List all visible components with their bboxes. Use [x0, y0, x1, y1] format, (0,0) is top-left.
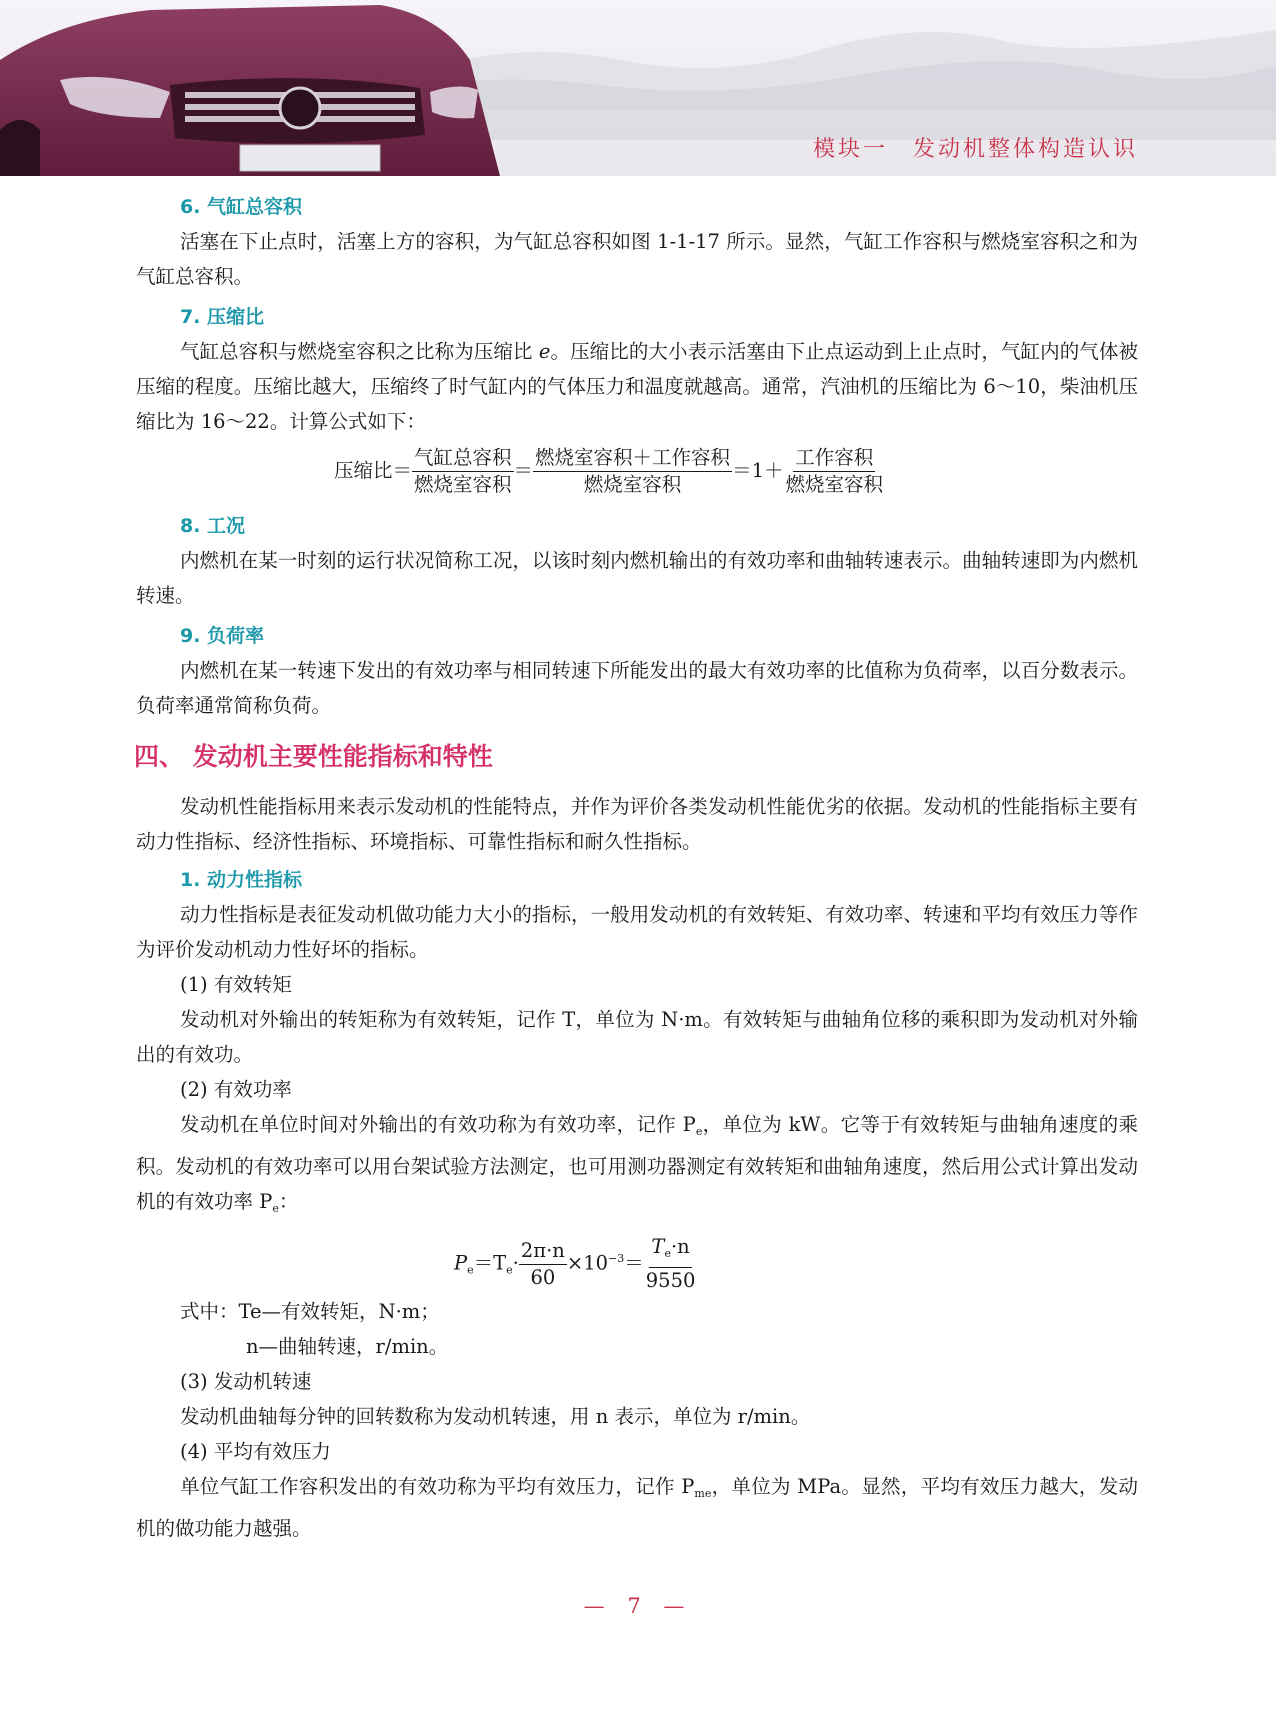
label-mean-effective-pressure: (4) 平均有效压力	[180, 1440, 331, 1463]
fraction-power-2: $\frac{T_e\cdot n}{9550}$	[645, 1235, 696, 1292]
heading-operating-condition: 8. 工况	[180, 515, 246, 537]
paragraph-engine-speed: 发动机曲轴每分钟的回转数称为发动机转速，用 n 表示，单位为 r/min。	[180, 1405, 811, 1428]
heading-cylinder-total-volume: 6. 气缸总容积	[180, 196, 303, 218]
heading-power-indicators: 1. 动力性指标	[180, 869, 303, 891]
fraction-1: $\frac{\text{气缸总容积}}{\text{燃烧室容积}}$	[414, 446, 512, 496]
paragraph-mean-effective-pressure: 单位气缸工作容积发出的有效功称为平均有效压力，记作 $P_{me}$，单位为 MPa。显然，平均有效压力越大，发动机的做功能力越强。	[136, 1475, 1138, 1540]
label-effective-torque: (1) 有效转矩	[180, 973, 292, 996]
label-effective-power: (2) 有效功率	[180, 1078, 292, 1101]
effective-power-formula: $P_e=T_e\cdot$ $\frac{2\pi\cdot n}{60}$ $\times 10^{-3}=$ $\frac{T_e\cdot n}{9550}$	[454, 1235, 696, 1292]
compression-ratio-formula: 压缩比＝ $\frac{\text{气缸总容积}}{\text{燃烧室容积}}$ ＝ $\frac{\text{燃烧室容积＋工作容积}}{\text{燃烧室容积}}$ ＝1＋ $\frac{\text{工作容积}}{\text{燃烧室容积}}$	[334, 446, 883, 496]
paragraph-compression-ratio: 气缸总容积与燃烧室容积之比称为压缩比 e。压缩比的大小表示活塞由下止点运动到上止点时，气缸内的气体被压缩的程度。压缩比越大，压缩终了时气缸内的气体压力和温度就越高。通常，汽油机的压缩比为 6～10，柴油机压缩比为 16～22。计算公式如下：	[136, 340, 1138, 433]
paragraph-operating-condition: 内燃机在某一时刻的运行状况简称工况，以该时刻内燃机输出的有效功率和曲轴转速表示。曲轴转速即为内燃机转速。	[136, 549, 1138, 607]
fraction-power-1: $\frac{2\pi\cdot n}{60}$	[520, 1238, 565, 1289]
module-title: 模块一 发动机整体构造认识	[812, 137, 1138, 162]
formula-legend-torque: 式中：Te—有效转矩，N·m；	[180, 1300, 440, 1323]
paragraph-effective-torque: 发动机对外输出的转矩称为有效转矩，记作 T，单位为 N·m。有效转矩与曲轴角位移的乘积即为发动机对外输出的有效功。	[136, 1008, 1138, 1066]
label-engine-speed: (3) 发动机转速	[180, 1370, 312, 1393]
formula-lhs: 压缩比＝	[334, 459, 413, 482]
formula-legend-speed: n—曲轴转速，r/min。	[246, 1335, 449, 1358]
section-heading-performance: 四、 发动机主要性能指标和特性	[134, 742, 493, 771]
paragraph-effective-power: 发动机在单位时间对外输出的有效功称为有效功率，记作 $P_e$，单位为 kW。它等于有效转矩与曲轴角速度的乘积。发动机的有效功率可以用台架试验方法测定，也可用测功器测定有效转矩和曲轴角速度，然后用公式计算出发动机的有效功率 $P_e$：	[136, 1113, 1138, 1215]
paragraph-power-indicators: 动力性指标是表征发动机做功能力大小的指标，一般用发动机的有效转矩、有效功率、转速和平均有效压力等作为评价发动机动力性好坏的指标。	[136, 903, 1138, 961]
paragraph-load-rate: 内燃机在某一转速下发出的有效功率与相同转速下所能发出的最大有效功率的比值称为负荷率，以百分数表示。负荷率通常简称负荷。	[136, 659, 1138, 717]
paragraph-cylinder-total-volume: 活塞在下止点时，活塞上方的容积，为气缸总容积如图 1-1-17 所示。显然，气缸工作容积与燃烧室容积之和为气缸总容积。	[136, 230, 1138, 288]
heading-load-rate: 9. 负荷率	[180, 625, 265, 647]
paragraph-performance-intro: 发动机性能指标用来表示发动机的性能特点，并作为评价各类发动机性能优劣的依据。发动机的性能指标主要有动力性指标、经济性指标、环境指标、可靠性指标和耐久性指标。	[136, 795, 1138, 853]
page-number: — 7 —	[583, 1594, 693, 1618]
page-content	[136, 190, 1138, 1546]
fraction-2: $\frac{\text{燃烧室容积＋工作容积}}{\text{燃烧室容积}}$	[535, 446, 731, 496]
fraction-3: $\frac{\text{工作容积}}{\text{燃烧室容积}}$	[785, 446, 883, 496]
header-banner	[0, 0, 1276, 176]
heading-compression-ratio: 7. 压缩比	[180, 306, 265, 328]
